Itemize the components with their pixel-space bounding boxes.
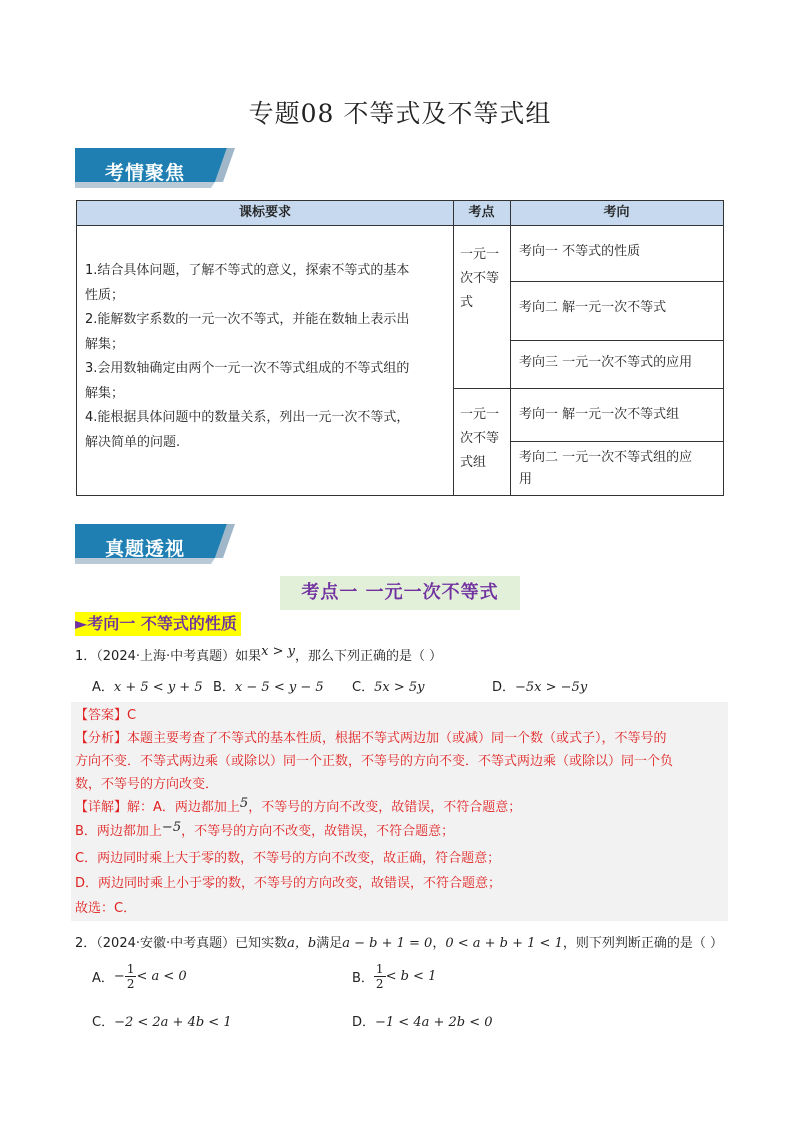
curriculum-table [76, 200, 724, 496]
q1-option-c[interactable]: C．5x > 5y [352, 680, 425, 695]
q2-option-a[interactable]: A．− $\frac{1}{2}$ < a < 0 [92, 962, 187, 991]
banner-title: 真题透视 [105, 538, 186, 560]
kaoxiang-2: 考向二 解一元一次不等式 [519, 300, 667, 315]
kaoxiang-3: 考向三 一元一次不等式的应用 [519, 355, 693, 370]
requirement-line: 3.会用数轴确定由两个一元一次不等式组成的不等式组的 [85, 361, 410, 376]
requirement-line: 2.能解数字系数的一元一次不等式，并能在数轴上表示出 [85, 312, 410, 327]
requirement-line: 解集； [85, 385, 125, 401]
analysis-line: 数，不等号的方向改变． [75, 777, 219, 792]
q2-option-d[interactable]: D．−1 < 4a + 2b < 0 [352, 1015, 493, 1030]
q1-option-b[interactable]: B．x − 5 < y − 5 [213, 680, 324, 695]
detail-line: 【详解】解：A．两边都加上5，不等号的方向不改变，故错误，不符合题意； [75, 796, 522, 815]
requirement-line: 解决简单的问题. [85, 434, 181, 450]
kaoxiang-5: 考向二 一元一次不等式组的应 用 [519, 450, 693, 487]
question-1-stem: 1．（2024·上海·中考真题）如果x > y，那么下列正确的是（ ） [75, 644, 443, 664]
q1-option-d[interactable]: D．−5x > −5y [492, 680, 588, 695]
requirement-line: 解集； [85, 336, 125, 352]
analysis-line: 方向不变．不等式两边乘（或除以）同一个正数，不等号的方向不变．不等式两边乘（或除以）同一个负 [75, 754, 674, 769]
kaodian-2: 一元一 次不等 式组 [460, 407, 500, 470]
requirement-line: 1.结合具体问题，了解不等式的意义，探索不等式的基本 [85, 263, 410, 278]
answer-line: 【答案】C [75, 708, 137, 723]
detail-line: D．两边同时乘上小于零的数，不等号的方向改变，故错误，不符合题意； [75, 876, 502, 891]
banner-title: 考情聚焦 [105, 162, 186, 184]
detail-line: C．两边同时乘上大于零的数，不等号的方向不改变，故正确，符合题意； [75, 851, 501, 866]
kaoxiang-heading: ►考向一 不等式的性质 [75, 612, 241, 636]
table-header-kaodian: 考点 [453, 201, 510, 226]
table-header-requirement: 课标要求 [77, 201, 453, 226]
table-header-kaoxiang: 考向 [510, 201, 723, 226]
section-banner-kaoqing [75, 148, 235, 192]
q1-option-a[interactable]: A．x + 5 < y + 5 [92, 680, 203, 695]
kaoxiang-4: 考向一 解一元一次不等式组 [519, 407, 680, 422]
kaodian-1: 一元一 次不等 式 [460, 247, 500, 310]
requirement-line: 4.能根据具体问题中的数量关系，列出一元一次不等式， [85, 410, 410, 425]
kaoxiang-1: 考向一 不等式的性质 [519, 244, 641, 259]
requirement-line: 性质； [85, 287, 125, 303]
answer-box [71, 702, 728, 921]
section-banner-zhenti [75, 524, 235, 568]
detail-line: B．两边都加上−5，不等号的方向不改变，故错误，不符合题意； [75, 820, 455, 839]
analysis-line: 【分析】本题主要考查了不等式的基本性质，根据不等式两边加（或减）同一个数（或式子），不等号的 [75, 731, 667, 746]
requirements-text [85, 259, 450, 455]
fraction: $\frac{1}{2}$ [375, 962, 384, 991]
q2-option-b[interactable]: B． $\frac{1}{2}$ < b < 1 [352, 962, 437, 991]
q2-option-c[interactable]: C．−2 < 2a + 4b < 1 [92, 1015, 232, 1030]
conclusion-line: 故选：C． [75, 901, 137, 916]
kaodian-title: 考点一 一元一次不等式 [280, 576, 520, 610]
page-title: 专题08 不等式及不等式组 [248, 99, 552, 128]
fraction: $\frac{1}{2}$ [126, 962, 135, 991]
question-2-stem: 2．（2024·安徽·中考真题）已知实数a，b满足a − b + 1 = 0，0 < a + b + 1 < 1，则下列判断正确的是（ ） [75, 936, 723, 951]
